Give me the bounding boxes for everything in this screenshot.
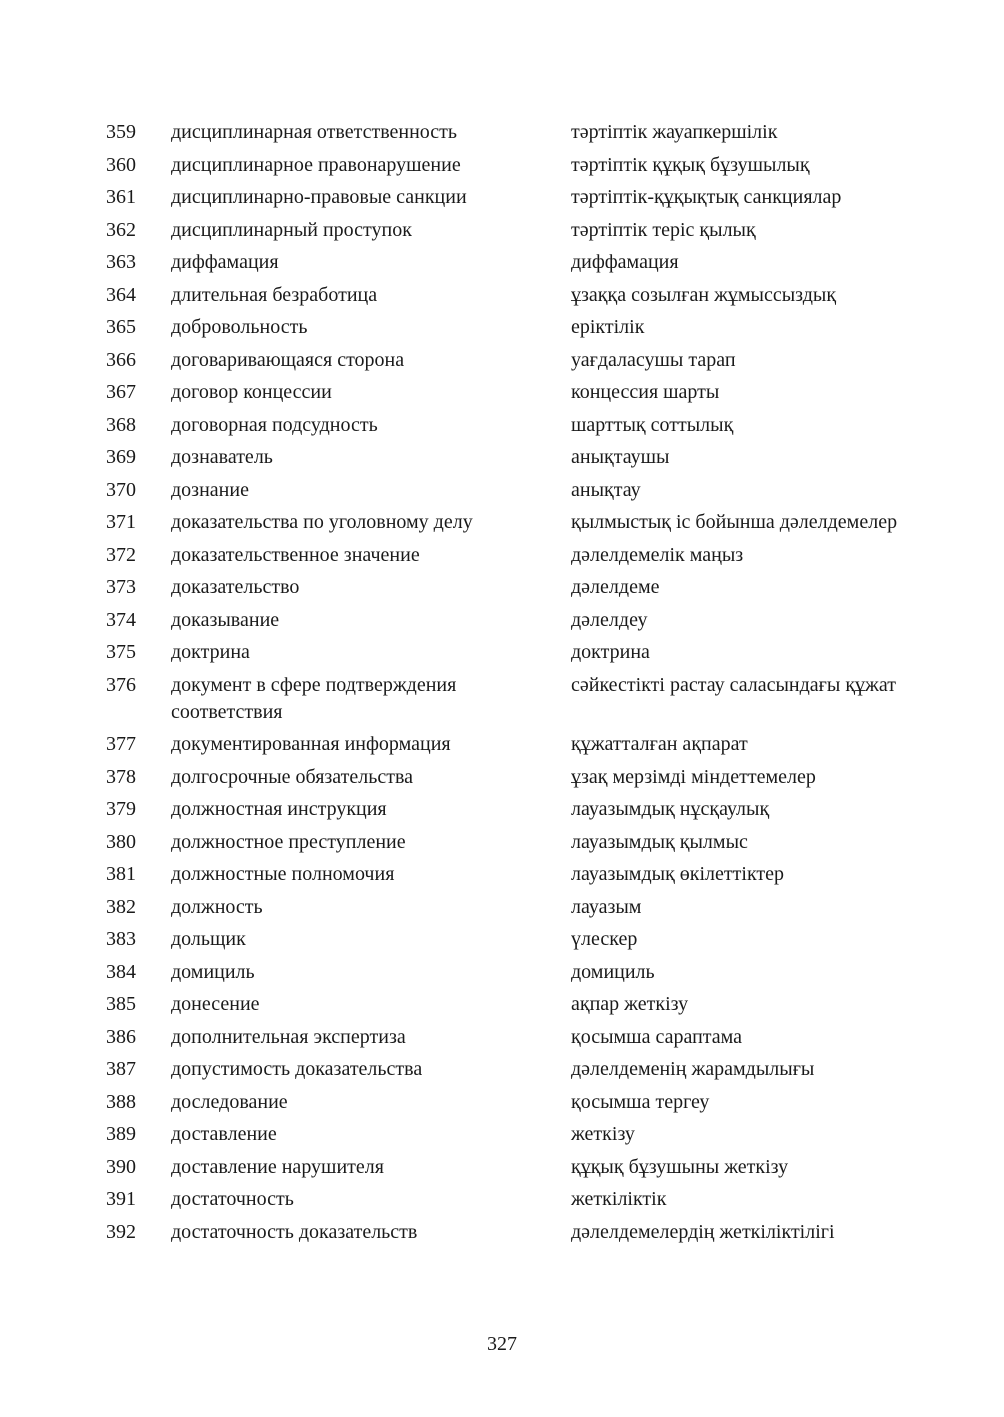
entry-number: 371 [106, 511, 136, 533]
entry-number: 367 [106, 381, 136, 403]
russian-term: доктрина [171, 641, 250, 663]
russian-term: дисциплинарное правонарушение [171, 153, 461, 176]
kazakh-term: ұзақ мерзімді міндеттемелер [571, 765, 816, 788]
russian-term: должностная инструкция [171, 798, 387, 820]
glossary-row [106, 572, 906, 605]
glossary-row [106, 150, 906, 183]
glossary-row [106, 924, 906, 957]
kazakh-term: дәлелдемелердің жеткіліктілігі [571, 1220, 835, 1243]
entry-number: 388 [106, 1090, 136, 1113]
glossary-row [106, 1119, 906, 1152]
page-number: 327 [487, 1333, 517, 1355]
kazakh-term: концессия шарты [571, 381, 720, 403]
glossary-row [106, 794, 906, 827]
glossary-row [106, 670, 906, 730]
russian-term: дисциплинарно-правовые санкции [171, 186, 467, 208]
entry-number: 375 [106, 641, 136, 663]
russian-term: договор концессии [171, 381, 332, 403]
glossary-row [106, 957, 906, 990]
kazakh-term: қосымша тергеу [571, 1090, 710, 1113]
glossary-table [106, 117, 906, 1249]
entry-number: 377 [106, 733, 136, 755]
glossary-row [106, 442, 906, 475]
entry-number: 372 [106, 543, 136, 566]
entry-number: 386 [106, 1025, 136, 1048]
russian-term: дознание [171, 478, 249, 501]
entry-number: 380 [106, 830, 136, 853]
entry-number: 360 [106, 153, 136, 176]
glossary-row [106, 507, 906, 540]
russian-term: должность [171, 895, 263, 918]
kazakh-term: қылмыстық іс бойынша дәлелдемелер [571, 511, 898, 533]
entry-number: 381 [106, 863, 136, 885]
glossary-row [106, 1184, 906, 1217]
entry-number: 373 [106, 576, 136, 598]
russian-term: дисциплинарный проступок [171, 218, 412, 241]
kazakh-term: лауазым [571, 895, 642, 918]
russian-term: достаточность [171, 1188, 294, 1210]
entry-number: 391 [106, 1188, 136, 1210]
kazakh-term: дәлелдеу [571, 608, 648, 631]
glossary-row [106, 117, 906, 150]
kazakh-term: лауазымдық қылмыс [571, 830, 748, 853]
entry-number: 378 [106, 765, 136, 788]
kazakh-term: қосымша сараптама [571, 1025, 743, 1048]
russian-term: должностное преступление [171, 830, 406, 853]
glossary-row [106, 1217, 906, 1250]
glossary-row [106, 827, 906, 860]
glossary-row [106, 892, 906, 925]
entry-number: 364 [106, 283, 136, 306]
russian-term: доказательственное значение [171, 543, 420, 566]
russian-term: допустимость доказательства [171, 1058, 423, 1080]
entry-number: 385 [106, 993, 136, 1015]
entry-number: 366 [106, 348, 136, 371]
russian-term: документ в сфере подтверждения соответствия [171, 673, 457, 723]
kazakh-term: құқық бұзушыны жеткізу [571, 1155, 789, 1178]
russian-term: доказательство [171, 576, 300, 598]
entry-number: 359 [106, 121, 136, 143]
kazakh-term: жеткіліктік [571, 1188, 667, 1210]
glossary-row [106, 410, 906, 443]
kazakh-term: лауазымдық өкілеттіктер [571, 863, 785, 885]
glossary-row [106, 215, 906, 248]
kazakh-term: уағдаласушы тарап [571, 348, 736, 371]
russian-term: доставление [171, 1123, 277, 1145]
entry-number: 384 [106, 960, 136, 983]
kazakh-term: анықтаушы [571, 446, 670, 468]
kazakh-term: үлескер [571, 928, 638, 950]
russian-term: донесение [171, 993, 260, 1015]
glossary-row [106, 1152, 906, 1185]
entry-number: 362 [106, 218, 136, 241]
russian-term: должностные полномочия [171, 863, 395, 885]
kazakh-term: шарттық соттылық [571, 413, 734, 436]
russian-term: дольщик [171, 928, 246, 950]
entry-number: 390 [106, 1155, 136, 1178]
kazakh-term: дәлелдеменің жарамдылығы [571, 1058, 815, 1080]
kazakh-term: сәйкестікті растау саласындағы құжат [571, 673, 896, 696]
entry-number: 374 [106, 608, 136, 631]
glossary-row [106, 377, 906, 410]
glossary-row [106, 637, 906, 670]
russian-term: дополнительная экспертиза [171, 1025, 406, 1048]
kazakh-term: лауазымдық нұсқаулық [571, 798, 770, 820]
russian-term: доставление нарушителя [171, 1155, 384, 1178]
russian-term: доказывание [171, 608, 280, 631]
entry-number: 365 [106, 316, 136, 338]
glossary-row [106, 312, 906, 345]
russian-term: дознаватель [171, 446, 273, 468]
kazakh-term: ақпар жеткізу [571, 993, 689, 1015]
glossary-row [106, 1087, 906, 1120]
glossary-row [106, 989, 906, 1022]
russian-term: документированная информация [171, 733, 451, 755]
kazakh-term: құжатталған ақпарат [571, 733, 748, 755]
kazakh-term: тәртіптік жауапкершілік [571, 121, 778, 143]
kazakh-term: жеткізу [571, 1123, 635, 1145]
russian-term: достаточность доказательств [171, 1220, 418, 1243]
kazakh-term: анықтау [571, 478, 641, 501]
glossary-row [106, 280, 906, 313]
glossary-row [106, 540, 906, 573]
glossary-row [106, 859, 906, 892]
russian-term: доследование [171, 1090, 288, 1113]
glossary-row [106, 762, 906, 795]
kazakh-term: тәртіптік құқық бұзушылық [571, 153, 810, 176]
kazakh-term: дәлелдемелік маңыз [571, 543, 744, 566]
russian-term: договорная подсудность [171, 413, 378, 436]
entry-number: 383 [106, 928, 136, 950]
glossary-row [106, 475, 906, 508]
glossary-row [106, 182, 906, 215]
entry-number: 376 [106, 673, 136, 696]
entry-number: 361 [106, 186, 136, 208]
russian-term: долгосрочные обязательства [171, 765, 414, 788]
entry-number: 382 [106, 895, 136, 918]
russian-term: длительная безработица [171, 283, 378, 306]
entry-number: 387 [106, 1058, 136, 1080]
russian-term: доказательства по уголовному делу [171, 511, 473, 533]
entry-number: 368 [106, 413, 136, 436]
glossary-row [106, 247, 906, 280]
kazakh-term: тәртіптік-құқықтық санкциялар [571, 186, 842, 208]
kazakh-term: ұзаққа созылған жұмыссыздық [571, 283, 837, 306]
kazakh-term: дәлелдеме [571, 576, 660, 598]
kazakh-term: диффамация [571, 251, 679, 273]
glossary-row [106, 605, 906, 638]
entry-number: 370 [106, 478, 136, 501]
russian-term: диффамация [171, 251, 279, 273]
entry-number: 363 [106, 251, 136, 273]
kazakh-term: еріктілік [571, 316, 645, 338]
entry-number: 389 [106, 1123, 136, 1145]
entry-number: 392 [106, 1220, 136, 1243]
entry-number: 369 [106, 446, 136, 468]
kazakh-term: тәртіптік теріс қылық [571, 218, 756, 241]
kazakh-term: доктрина [571, 641, 650, 663]
russian-term: добровольность [171, 316, 308, 338]
glossary-row [106, 345, 906, 378]
glossary-row [106, 729, 906, 762]
russian-term: договаривающаяся сторона [171, 348, 405, 371]
russian-term: дисциплинарная ответственность [171, 121, 458, 143]
kazakh-term: домициль [571, 960, 655, 983]
russian-term: домициль [171, 960, 255, 983]
glossary-row [106, 1022, 906, 1055]
glossary-row [106, 1054, 906, 1087]
entry-number: 379 [106, 798, 136, 820]
